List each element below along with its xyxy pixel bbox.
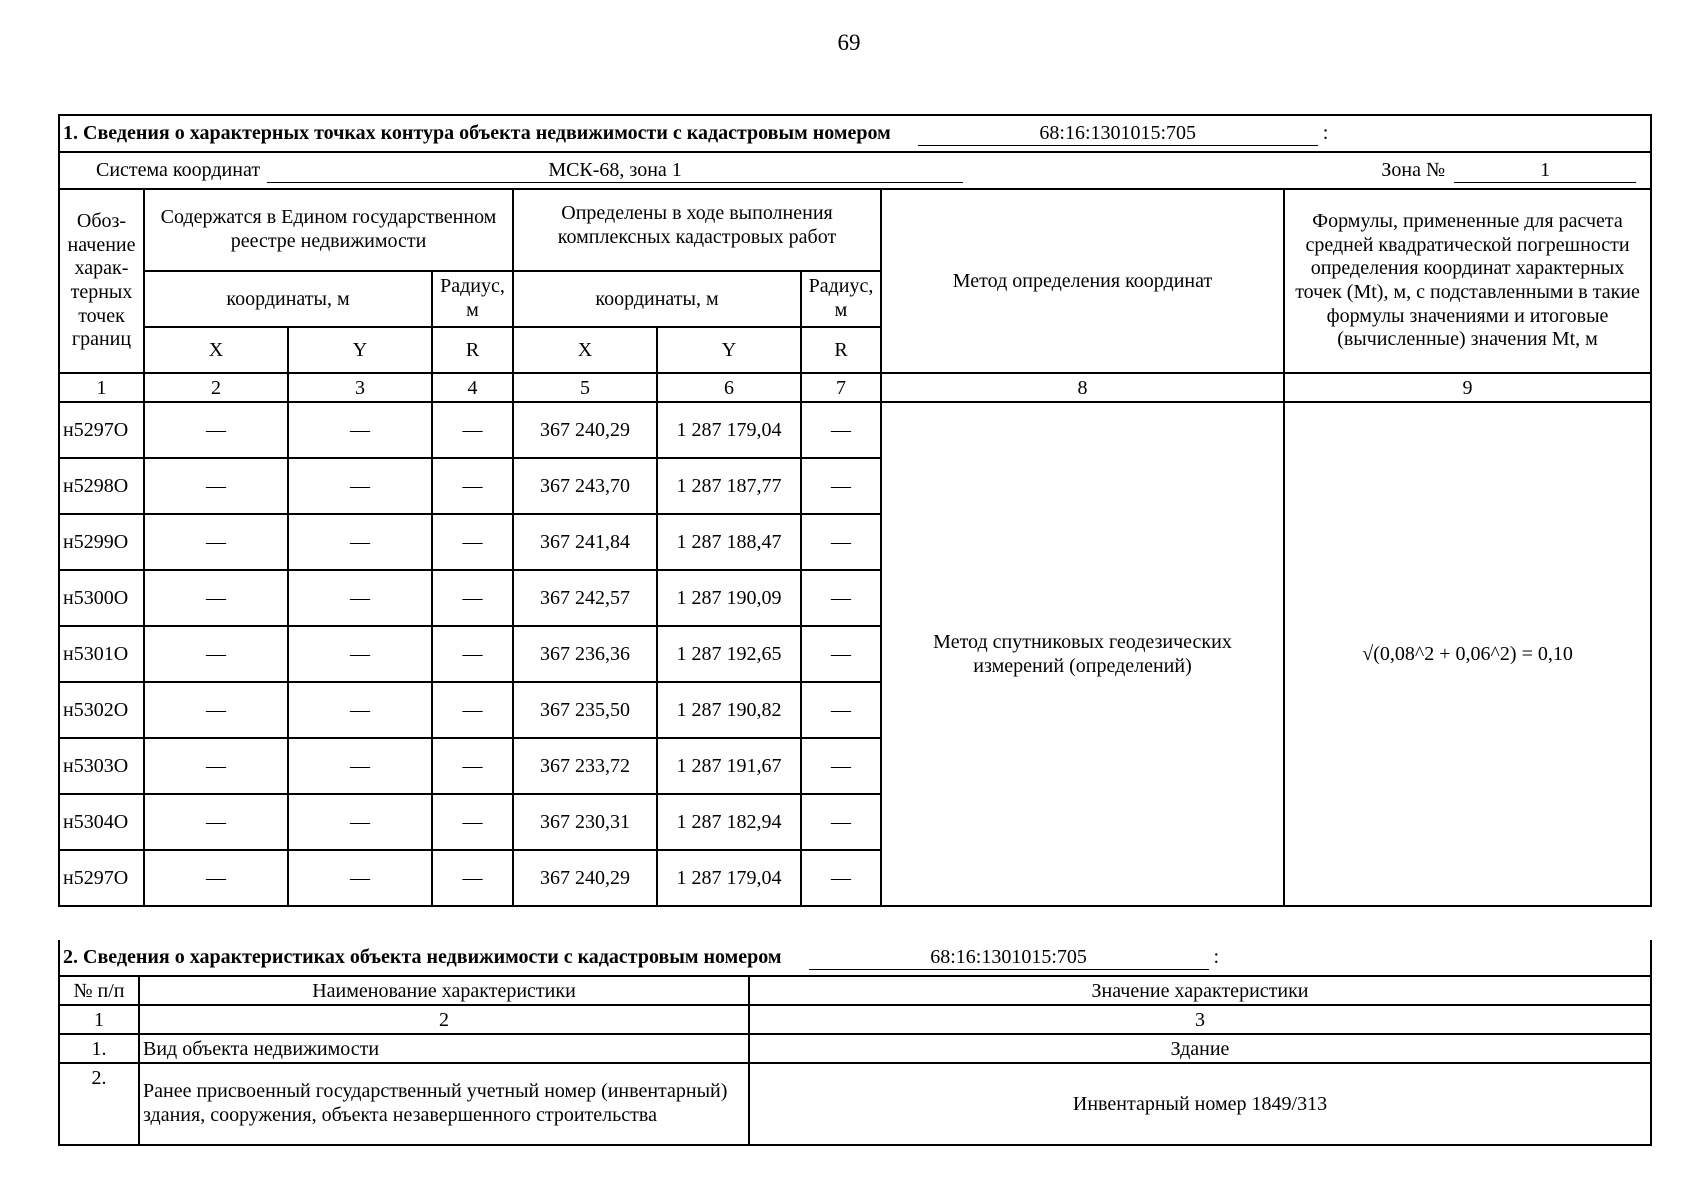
- egrn-x: —: [144, 570, 288, 626]
- header-egrn-y: Y: [288, 327, 432, 373]
- header-num: № п/п: [59, 976, 139, 1005]
- radius: —: [801, 682, 881, 738]
- coord-system-value: МСК-68, зона 1: [267, 158, 963, 183]
- characteristic-value: Здание: [749, 1034, 1651, 1063]
- contour-points-table: [58, 114, 1652, 907]
- point-name: н5298О: [59, 458, 144, 514]
- egrn-r: —: [432, 570, 513, 626]
- egrn-y: —: [288, 570, 432, 626]
- header-determined-coords: координаты, м: [513, 271, 801, 327]
- column-number: 6: [657, 373, 801, 402]
- egrn-y: —: [288, 794, 432, 850]
- egrn-x: —: [144, 402, 288, 458]
- section2-title: 2. Сведения о характеристиках объекта недвижимости с кадастровым номером: [63, 946, 782, 968]
- egrn-y: —: [288, 458, 432, 514]
- egrn-x: —: [144, 458, 288, 514]
- column-number: 9: [1284, 373, 1651, 402]
- header-determined: Определены в ходе выполнения комплексных кадастровых работ: [513, 189, 881, 271]
- egrn-y: —: [288, 626, 432, 682]
- coord-x: 367 242,57: [513, 570, 657, 626]
- characteristic-name: Вид объекта недвижимости: [139, 1034, 749, 1063]
- point-name: н5302О: [59, 682, 144, 738]
- header-name: Наименование характеристики: [139, 976, 749, 1005]
- section1-title-row: [59, 115, 1651, 152]
- characteristics-table: [58, 940, 1652, 1146]
- column-number: 3: [288, 373, 432, 402]
- header-egrn-radius: Радиус, м: [432, 271, 513, 327]
- characteristic-name: Ранее присвоенный государственный учетный номер (инвентарный) здания, сооружения, объекта незавершенного строительства: [139, 1063, 749, 1145]
- egrn-r: —: [432, 458, 513, 514]
- radius: —: [801, 514, 881, 570]
- radius: —: [801, 794, 881, 850]
- column-number: 5: [513, 373, 657, 402]
- egrn-y: —: [288, 850, 432, 906]
- point-name: н5297О: [59, 402, 144, 458]
- coord-y: 1 287 179,04: [657, 402, 801, 458]
- header-determined-radius: Радиус, м: [801, 271, 881, 327]
- egrn-x: —: [144, 514, 288, 570]
- coord-x: 367 230,31: [513, 794, 657, 850]
- characteristic-row: [59, 1063, 1651, 1145]
- header-designation: Обоз-начение харак-терных точек границ: [59, 189, 144, 373]
- point-row: [59, 402, 1651, 458]
- section1-cadastral-number: 68:16:1301015:705: [918, 121, 1318, 146]
- egrn-x: —: [144, 626, 288, 682]
- header-egrn-r: R: [432, 327, 513, 373]
- coord-y: 1 287 187,77: [657, 458, 801, 514]
- header-egrn-x: X: [144, 327, 288, 373]
- egrn-y: —: [288, 682, 432, 738]
- method-value: Метод спутниковых геодезических измерений (определений): [881, 402, 1284, 906]
- column-number: 1: [59, 1005, 139, 1034]
- egrn-r: —: [432, 402, 513, 458]
- section1-colon: :: [1322, 122, 1329, 144]
- zone-label: Зона №: [1381, 159, 1446, 181]
- header-determined-r: R: [801, 327, 881, 373]
- point-name: н5303О: [59, 738, 144, 794]
- egrn-x: —: [144, 682, 288, 738]
- coord-x: 367 240,29: [513, 402, 657, 458]
- column-number: 3: [749, 1005, 1651, 1034]
- radius: —: [801, 738, 881, 794]
- header-egrn: Содержатся в Едином государственном реестре недвижимости: [144, 189, 513, 271]
- radius: —: [801, 570, 881, 626]
- egrn-x: —: [144, 794, 288, 850]
- egrn-y: —: [288, 514, 432, 570]
- point-name: н5304О: [59, 794, 144, 850]
- characteristic-row: [59, 1034, 1651, 1063]
- header-egrn-coords: координаты, м: [144, 271, 432, 327]
- coord-y: 1 287 190,82: [657, 682, 801, 738]
- radius: —: [801, 850, 881, 906]
- egrn-r: —: [432, 514, 513, 570]
- header-value: Значение характеристики: [749, 976, 1651, 1005]
- coord-y: 1 287 190,09: [657, 570, 801, 626]
- section2-colon: :: [1213, 946, 1220, 968]
- coord-y: 1 287 192,65: [657, 626, 801, 682]
- zone-value: 1: [1454, 158, 1636, 183]
- egrn-y: —: [288, 738, 432, 794]
- section1-title: 1. Сведения о характерных точках контура объекта недвижимости с кадастровым номером: [63, 122, 891, 144]
- coord-y: 1 287 191,67: [657, 738, 801, 794]
- coord-x: 367 241,84: [513, 514, 657, 570]
- radius: —: [801, 402, 881, 458]
- point-name: н5300О: [59, 570, 144, 626]
- radius: —: [801, 626, 881, 682]
- column-number: 1: [59, 373, 144, 402]
- section2-cadastral-number: 68:16:1301015:705: [809, 945, 1209, 970]
- section2-title-row: [59, 940, 1651, 976]
- column-number: 2: [139, 1005, 749, 1034]
- egrn-r: —: [432, 626, 513, 682]
- point-name: н5297О: [59, 850, 144, 906]
- point-name: н5299О: [59, 514, 144, 570]
- column-number: 4: [432, 373, 513, 402]
- column-number: 7: [801, 373, 881, 402]
- egrn-y: —: [288, 402, 432, 458]
- header-formula: Формулы, примененные для расчета средней квадратической погрешности определения координат характерных точек (Mt), м, с подставленными в такие формулы значениями и итоговые (вычисленные) значения Mt, м: [1284, 189, 1651, 373]
- header-determined-y: Y: [657, 327, 801, 373]
- egrn-r: —: [432, 794, 513, 850]
- characteristic-value: Инвентарный номер 1849/313: [749, 1063, 1651, 1145]
- egrn-r: —: [432, 738, 513, 794]
- header-determined-x: X: [513, 327, 657, 373]
- coord-x: 367 240,29: [513, 850, 657, 906]
- point-name: н5301О: [59, 626, 144, 682]
- formula-value: √(0,08^2 + 0,06^2) = 0,10: [1284, 402, 1651, 906]
- column-numbers-row: [59, 373, 1651, 402]
- coord-system-row: [59, 152, 1284, 189]
- egrn-r: —: [432, 682, 513, 738]
- zone-cell: [1284, 152, 1651, 189]
- column-numbers-row: [59, 1005, 1651, 1034]
- coord-y: 1 287 182,94: [657, 794, 801, 850]
- coord-y: 1 287 179,04: [657, 850, 801, 906]
- coord-x: 367 236,36: [513, 626, 657, 682]
- characteristic-num: 1.: [59, 1034, 139, 1063]
- egrn-r: —: [432, 850, 513, 906]
- coord-x: 367 243,70: [513, 458, 657, 514]
- coord-y: 1 287 188,47: [657, 514, 801, 570]
- page-number: 69: [837, 30, 861, 55]
- column-number: 8: [881, 373, 1284, 402]
- header-method: Метод определения координат: [881, 189, 1284, 373]
- egrn-x: —: [144, 738, 288, 794]
- coord-system-label: Система координат: [96, 159, 261, 181]
- characteristic-num: 2.: [59, 1063, 139, 1145]
- egrn-x: —: [144, 850, 288, 906]
- column-number: 2: [144, 373, 288, 402]
- radius: —: [801, 458, 881, 514]
- coord-x: 367 235,50: [513, 682, 657, 738]
- coord-x: 367 233,72: [513, 738, 657, 794]
